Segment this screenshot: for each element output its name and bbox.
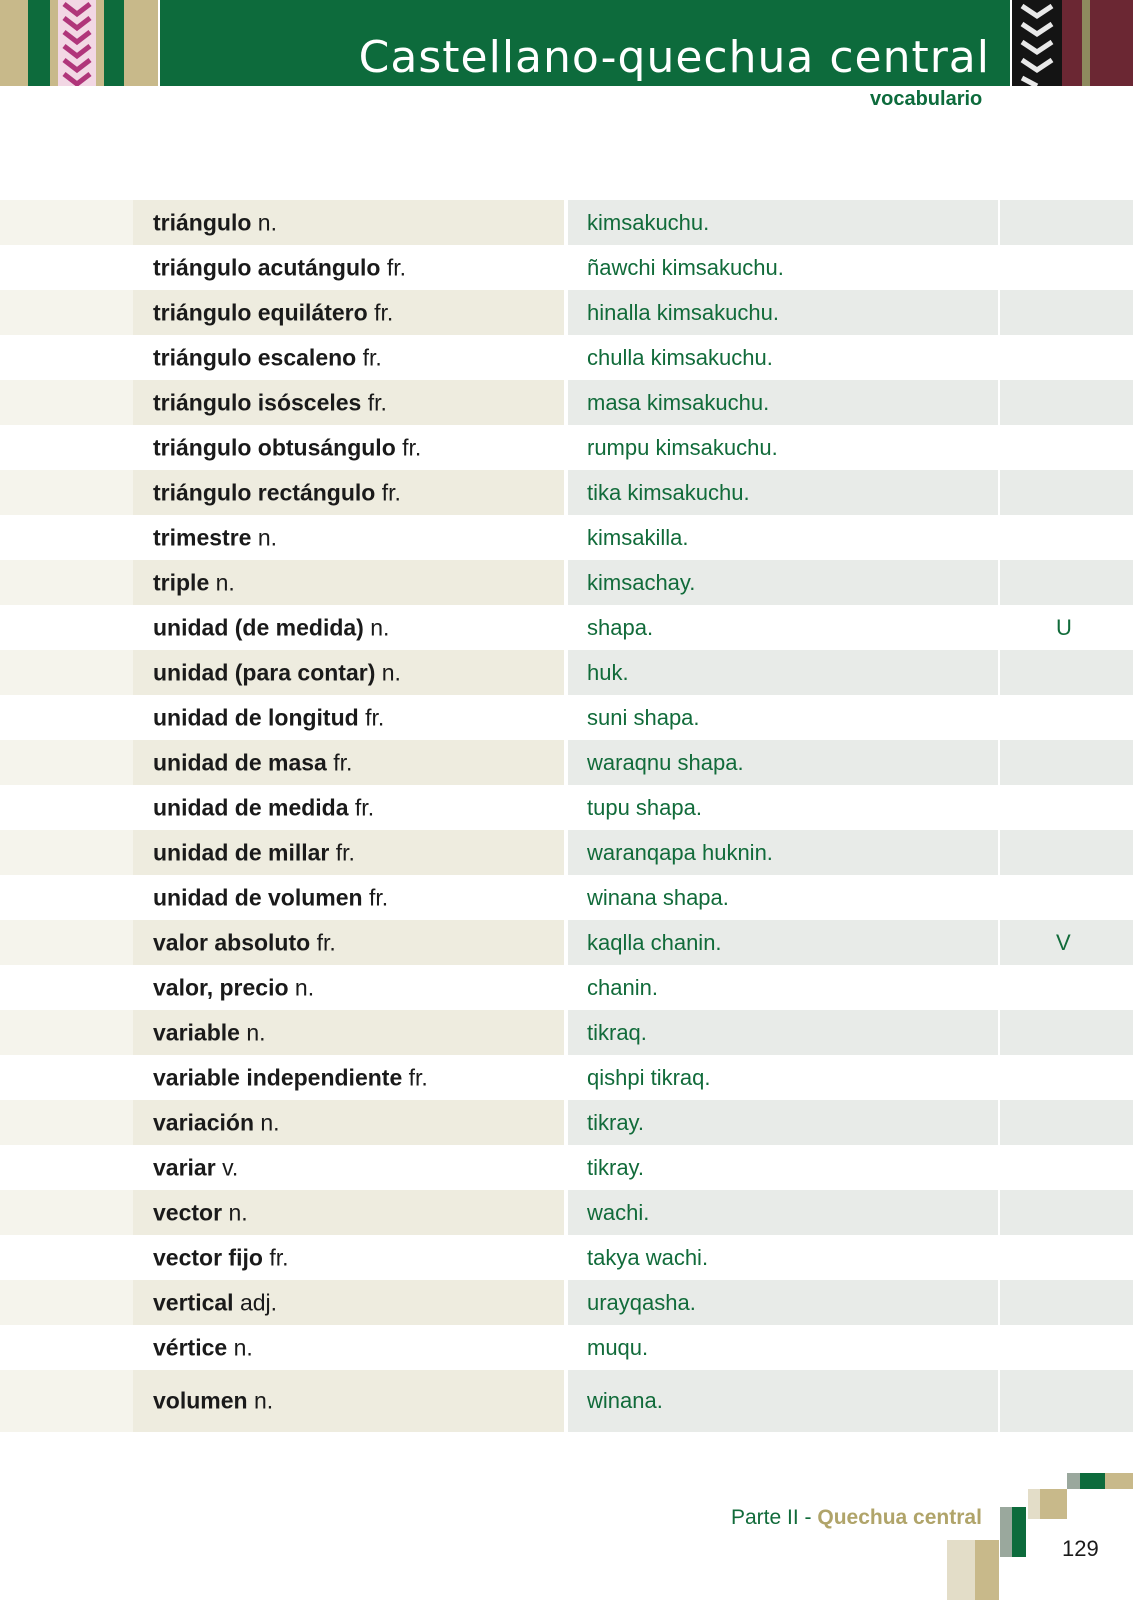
table-row (0, 1100, 1133, 1145)
term-headword: volumen (153, 1387, 248, 1414)
spanish-term (153, 974, 314, 1001)
spanish-term (153, 1154, 238, 1181)
table-row (0, 560, 1133, 605)
term-headword: unidad de volumen (153, 884, 363, 910)
row-cell-background (1000, 695, 1133, 740)
grammar-abbreviation: fr. (408, 1064, 428, 1090)
term-headword: valor, precio (153, 974, 289, 1000)
row-cell-background (1000, 380, 1133, 425)
row-cell-background (1000, 1280, 1133, 1325)
quechua-translation: ñawchi kimsakuchu. (587, 254, 784, 280)
row-cell-background (0, 650, 133, 695)
page-header (0, 0, 1133, 86)
row-cell-background (1000, 515, 1133, 560)
table-row (0, 740, 1133, 785)
footer-section-label (731, 1506, 982, 1530)
grammar-abbreviation: n. (233, 1334, 253, 1360)
term-headword: vector (153, 1199, 223, 1225)
row-cell-background (0, 965, 133, 1010)
section-letter: U (1056, 614, 1072, 640)
row-cell-background (0, 290, 133, 335)
page-number: 129 (1062, 1536, 1099, 1561)
page-title: Castellano-quechua central (358, 32, 990, 83)
row-cell-background (0, 1145, 133, 1190)
grammar-abbreviation: fr. (354, 794, 375, 820)
term-headword: unidad de longitud (153, 704, 359, 730)
term-headword: triángulo isósceles (153, 389, 362, 415)
grammar-abbreviation: n. (257, 524, 278, 550)
term-headword: vector fijo (153, 1244, 263, 1270)
table-row (0, 965, 1133, 1010)
table-row (0, 1370, 1133, 1432)
term-headword: variable independiente (153, 1064, 403, 1090)
spanish-term (153, 479, 401, 506)
grammar-abbreviation: n. (228, 1199, 248, 1225)
grammar-abbreviation: fr. (386, 254, 407, 280)
header-stripe-maroon (1062, 0, 1082, 86)
table-row (0, 335, 1133, 380)
spanish-term (153, 569, 235, 596)
table-row (0, 785, 1133, 830)
quechua-translation: tupu shapa. (587, 794, 702, 820)
spanish-term (153, 1334, 253, 1361)
quechua-translation: suni shapa. (587, 704, 700, 730)
header-stripe-khaki (0, 0, 28, 86)
grammar-abbreviation: fr. (365, 704, 385, 730)
footer-decor-square (975, 1540, 999, 1600)
row-cell-background (0, 470, 133, 515)
row-cell-background (0, 1190, 133, 1235)
term-headword: variación (153, 1109, 254, 1135)
row-cell-background (0, 920, 133, 965)
spanish-term (153, 299, 393, 326)
row-cell-background (1000, 470, 1133, 515)
footer-section: Quechua central (817, 1506, 982, 1529)
row-cell-background (1000, 740, 1133, 785)
row-cell-background (0, 335, 133, 380)
row-cell-background (1000, 200, 1133, 245)
row-cell-background (1000, 1370, 1133, 1432)
term-headword: variable (153, 1019, 240, 1045)
table-row (0, 245, 1133, 290)
grammar-abbreviation: n. (257, 209, 277, 235)
quechua-translation: takya wachi. (587, 1244, 709, 1270)
row-cell-background (1000, 1325, 1133, 1370)
table-row (0, 875, 1133, 920)
footer-decor-square (1105, 1473, 1133, 1489)
row-cell-background (0, 515, 133, 560)
quechua-translation: winana shapa. (587, 884, 729, 910)
row-cell-background (0, 605, 133, 650)
section-letter: V (1056, 929, 1071, 955)
quechua-translation: kimsakuchu. (587, 209, 710, 235)
grammar-abbreviation: n. (370, 614, 390, 640)
row-cell-background (0, 1235, 133, 1280)
spanish-term (153, 704, 384, 731)
term-headword: triángulo obtusángulo (153, 434, 396, 460)
quechua-translation: tika kimsakuchu. (587, 479, 750, 505)
table-row (0, 470, 1133, 515)
row-cell-background (0, 740, 133, 785)
grammar-abbreviation: fr. (374, 299, 394, 325)
header-woven-pattern-right (1012, 0, 1062, 86)
row-cell-background (0, 1370, 133, 1432)
spanish-term (153, 659, 401, 686)
page-subtitle: vocabulario (870, 88, 983, 110)
grammar-abbreviation: n. (215, 569, 235, 595)
zigzag-pattern-icon (1012, 0, 1062, 86)
footer-part: Parte II - (731, 1506, 818, 1529)
header-stripe-olive (1082, 0, 1090, 86)
table-row (0, 1235, 1133, 1280)
row-cell-background (1000, 245, 1133, 290)
row-cell-background (1000, 785, 1133, 830)
quechua-translation: wachi. (587, 1199, 650, 1225)
header-stripe-green (28, 0, 50, 86)
row-cell-background (1000, 1010, 1133, 1055)
grammar-abbreviation: n. (260, 1109, 280, 1135)
row-cell-background (1000, 650, 1133, 695)
spanish-term (153, 794, 374, 821)
row-cell-background (0, 1055, 133, 1100)
table-row (0, 200, 1133, 245)
table-row (0, 425, 1133, 470)
quechua-translation: kimsachay. (587, 569, 696, 595)
spanish-term (153, 614, 389, 641)
spanish-term (153, 1388, 273, 1415)
quechua-translation: muqu. (587, 1334, 649, 1360)
grammar-abbreviation: fr. (333, 749, 353, 775)
grammar-abbreviation: n. (294, 974, 315, 1000)
grammar-abbreviation: fr. (402, 434, 422, 460)
term-headword: unidad de millar (153, 839, 330, 865)
row-cell-background (1000, 1100, 1133, 1145)
spanish-term (153, 254, 406, 281)
row-cell-background (0, 380, 133, 425)
row-cell-background (0, 200, 133, 245)
grammar-abbreviation: n. (246, 1019, 266, 1045)
quechua-translation: winana. (587, 1388, 663, 1413)
term-headword: valor absoluto (153, 929, 311, 955)
quechua-translation: kimsakilla. (587, 524, 689, 550)
row-cell-background (1000, 875, 1133, 920)
term-headword: unidad (de medida) (153, 614, 364, 640)
grammar-abbreviation: fr. (269, 1244, 289, 1270)
term-headword: triángulo (153, 209, 252, 235)
row-cell-background (0, 1280, 133, 1325)
quechua-translation: chulla kimsakuchu. (587, 344, 773, 370)
row-cell-background (0, 245, 133, 290)
row-cell-background (0, 1010, 133, 1055)
grammar-abbreviation: adj. (239, 1289, 278, 1315)
table-row (0, 1145, 1133, 1190)
spanish-term (153, 1019, 266, 1046)
table-row (0, 650, 1133, 695)
spanish-term (153, 1244, 288, 1271)
spanish-term (153, 344, 382, 371)
grammar-abbreviation: fr. (362, 344, 382, 370)
term-headword: vertical (153, 1289, 234, 1315)
row-cell-background (1000, 1055, 1133, 1100)
table-row (0, 830, 1133, 875)
quechua-translation: tikray. (587, 1109, 645, 1135)
term-headword: triángulo acutángulo (153, 254, 381, 280)
table-row (0, 1055, 1133, 1100)
footer-decor-square (1012, 1507, 1026, 1557)
table-row (0, 920, 1133, 965)
quechua-translation: shapa. (587, 614, 654, 640)
grammar-abbreviation: fr. (368, 884, 389, 910)
grammar-abbreviation: v. (222, 1154, 239, 1180)
quechua-translation: urayqasha. (587, 1289, 696, 1315)
term-headword: trimestre (153, 524, 252, 550)
quechua-translation: masa kimsakuchu. (587, 389, 770, 415)
header-woven-pattern-left (58, 0, 96, 86)
row-cell-background (1000, 1190, 1133, 1235)
grammar-abbreviation: fr. (367, 389, 387, 415)
row-cell-background (1000, 425, 1133, 470)
row-cell-background (0, 560, 133, 605)
term-headword: triángulo escaleno (153, 344, 357, 370)
quechua-translation: qishpi tikraq. (587, 1064, 711, 1090)
spanish-term (153, 749, 352, 776)
table-row (0, 1010, 1133, 1055)
grammar-abbreviation: fr. (316, 929, 336, 955)
table-row (0, 515, 1133, 560)
row-cell-background (1000, 830, 1133, 875)
spanish-term (153, 929, 336, 956)
term-headword: unidad de medida (153, 794, 349, 820)
footer-decor-square (1000, 1507, 1012, 1557)
spanish-term (153, 209, 277, 236)
row-cell-background (0, 695, 133, 740)
term-headword: variar (153, 1154, 216, 1180)
zigzag-pattern-icon (58, 0, 96, 86)
header-stripe-khaki-2 (50, 0, 58, 86)
spanish-term (153, 884, 388, 911)
row-cell-background (0, 1325, 133, 1370)
spanish-term (153, 524, 277, 551)
table-row (0, 380, 1133, 425)
term-headword: unidad de masa (153, 749, 327, 775)
row-cell-background (0, 830, 133, 875)
quechua-translation: tikray. (587, 1154, 645, 1180)
table-row (0, 1280, 1133, 1325)
row-cell-background (1000, 560, 1133, 605)
quechua-translation: waraqnu shapa. (587, 749, 744, 775)
row-cell-background (1000, 290, 1133, 335)
grammar-abbreviation: fr. (335, 839, 355, 865)
row-cell-background (568, 650, 998, 695)
quechua-translation: kaqlla chanin. (587, 929, 722, 955)
quechua-translation: hinalla kimsakuchu. (587, 299, 779, 325)
spanish-term (153, 389, 387, 416)
term-headword: triángulo rectángulo (153, 479, 376, 505)
header-stripe-green-2 (104, 0, 124, 86)
row-cell-background (1000, 335, 1133, 380)
footer-decor-square (947, 1540, 975, 1600)
spanish-term (153, 1109, 280, 1136)
term-headword: triángulo equilátero (153, 299, 368, 325)
quechua-translation: rumpu kimsakuchu. (587, 434, 778, 460)
grammar-abbreviation: n. (381, 659, 401, 685)
header-stripe-maroon-2 (1090, 0, 1133, 86)
spanish-term (153, 1289, 277, 1316)
footer-decor-square (1067, 1473, 1080, 1489)
table-row (0, 605, 1133, 650)
row-cell-background (1000, 1235, 1133, 1280)
footer-decor-square (1028, 1489, 1040, 1519)
row-cell-background (0, 785, 133, 830)
row-cell-background (1000, 965, 1133, 1010)
quechua-translation: waranqapa huknin. (587, 839, 773, 865)
row-cell-background (0, 875, 133, 920)
grammar-abbreviation: n. (253, 1387, 274, 1414)
row-cell-background (0, 1100, 133, 1145)
spanish-term (153, 434, 421, 461)
quechua-translation: huk. (587, 659, 629, 685)
row-cell-background (0, 425, 133, 470)
footer-decor-square (1040, 1489, 1067, 1519)
term-headword: triple (153, 569, 210, 595)
header-stripe-khaki-3 (96, 0, 104, 86)
spanish-term (153, 1199, 248, 1226)
table-row (0, 1325, 1133, 1370)
quechua-translation: tikraq. (587, 1019, 647, 1045)
term-headword: unidad (para contar) (153, 659, 376, 685)
grammar-abbreviation: fr. (381, 479, 401, 505)
quechua-translation: chanin. (587, 974, 658, 1000)
vocabulary-table (0, 200, 1133, 1432)
spanish-term (153, 839, 355, 866)
table-row (0, 290, 1133, 335)
spanish-term (153, 1064, 428, 1091)
row-cell-background (1000, 1145, 1133, 1190)
header-title-bar (160, 0, 1010, 86)
footer-decor-square (1080, 1473, 1105, 1489)
table-row (0, 1190, 1133, 1235)
term-headword: vértice (153, 1334, 228, 1360)
table-row (0, 695, 1133, 740)
header-stripe-khaki-4 (124, 0, 158, 86)
